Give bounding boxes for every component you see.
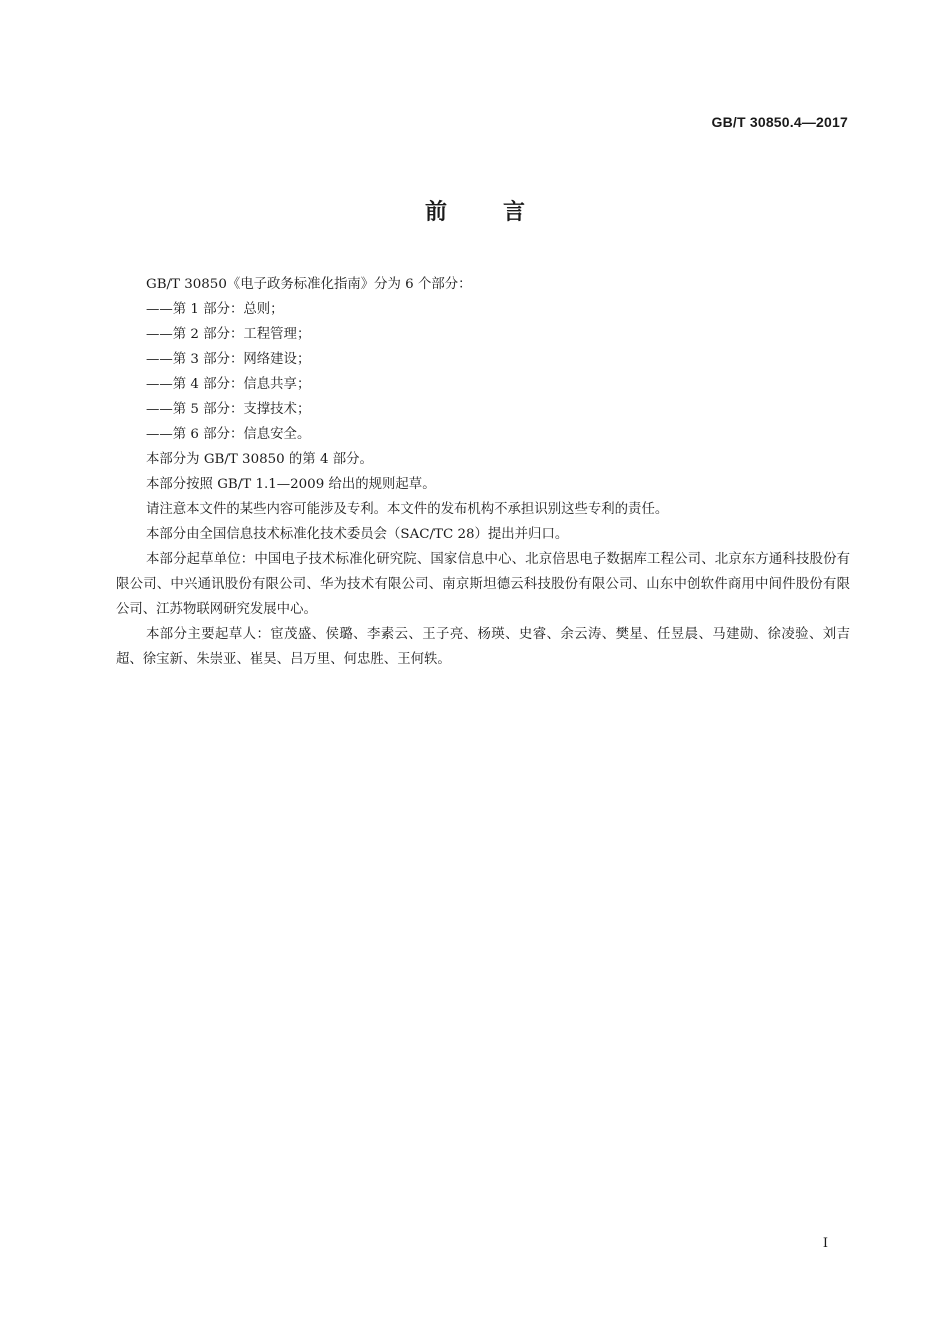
paragraph-proposer: 本部分由全国信息技术标准化技术委员会（SAC/TC 28）提出并归口。: [146, 527, 569, 542]
page-title: 前言: [424, 200, 581, 225]
list-item-part-6: ——第 6 部分：信息安全。: [146, 427, 311, 442]
paragraph-drafting-units: 本部分起草单位：中国电子技术标准化研究院、国家信息中心、北京倍思电子数据库工程公司、北京东方通科技股份有限公司、中兴通讯股份有限公司、华为技术有限公司、南京斯坦德云科技股份有限公司、山东中创软件商用中间件股份有限公司、江苏物联网研究发展中心。: [116, 552, 850, 617]
list-item-part-1: ——第 1 部分：总则；: [146, 302, 284, 317]
list-item-part-5: ——第 5 部分：支撑技术；: [146, 402, 311, 417]
paragraph-patent-notice: 请注意本文件的某些内容可能涉及专利。本文件的发布机构不承担识别这些专利的责任。: [146, 502, 669, 517]
paragraph-parts-intro: GB/T 30850《电子政务标准化指南》分为 6 个部分：: [146, 277, 472, 292]
page-number: I: [822, 1236, 828, 1251]
paragraph-this-part: 本部分为 GB/T 30850 的第 4 部分。: [146, 452, 373, 467]
foreword-body: [116, 272, 850, 672]
paragraph-drafting-rules: 本部分按照 GB/T 1.1—2009 给出的规则起草。: [146, 477, 436, 492]
list-item-part-4: ——第 4 部分：信息共享；: [146, 377, 311, 392]
paragraph-drafters: 本部分主要起草人：宦茂盛、侯璐、李素云、王子亮、杨瑛、史睿、余云涛、樊星、任昱晨、马建勋、徐凌验、刘吉超、徐宝新、朱崇亚、崔昊、吕万里、何忠胜、王何轶。: [116, 627, 850, 667]
list-item-part-3: ——第 3 部分：网络建设；: [146, 352, 311, 367]
standard-code: GB/T 30850.4—2017: [711, 114, 848, 130]
list-item-part-2: ——第 2 部分：工程管理；: [146, 327, 311, 342]
